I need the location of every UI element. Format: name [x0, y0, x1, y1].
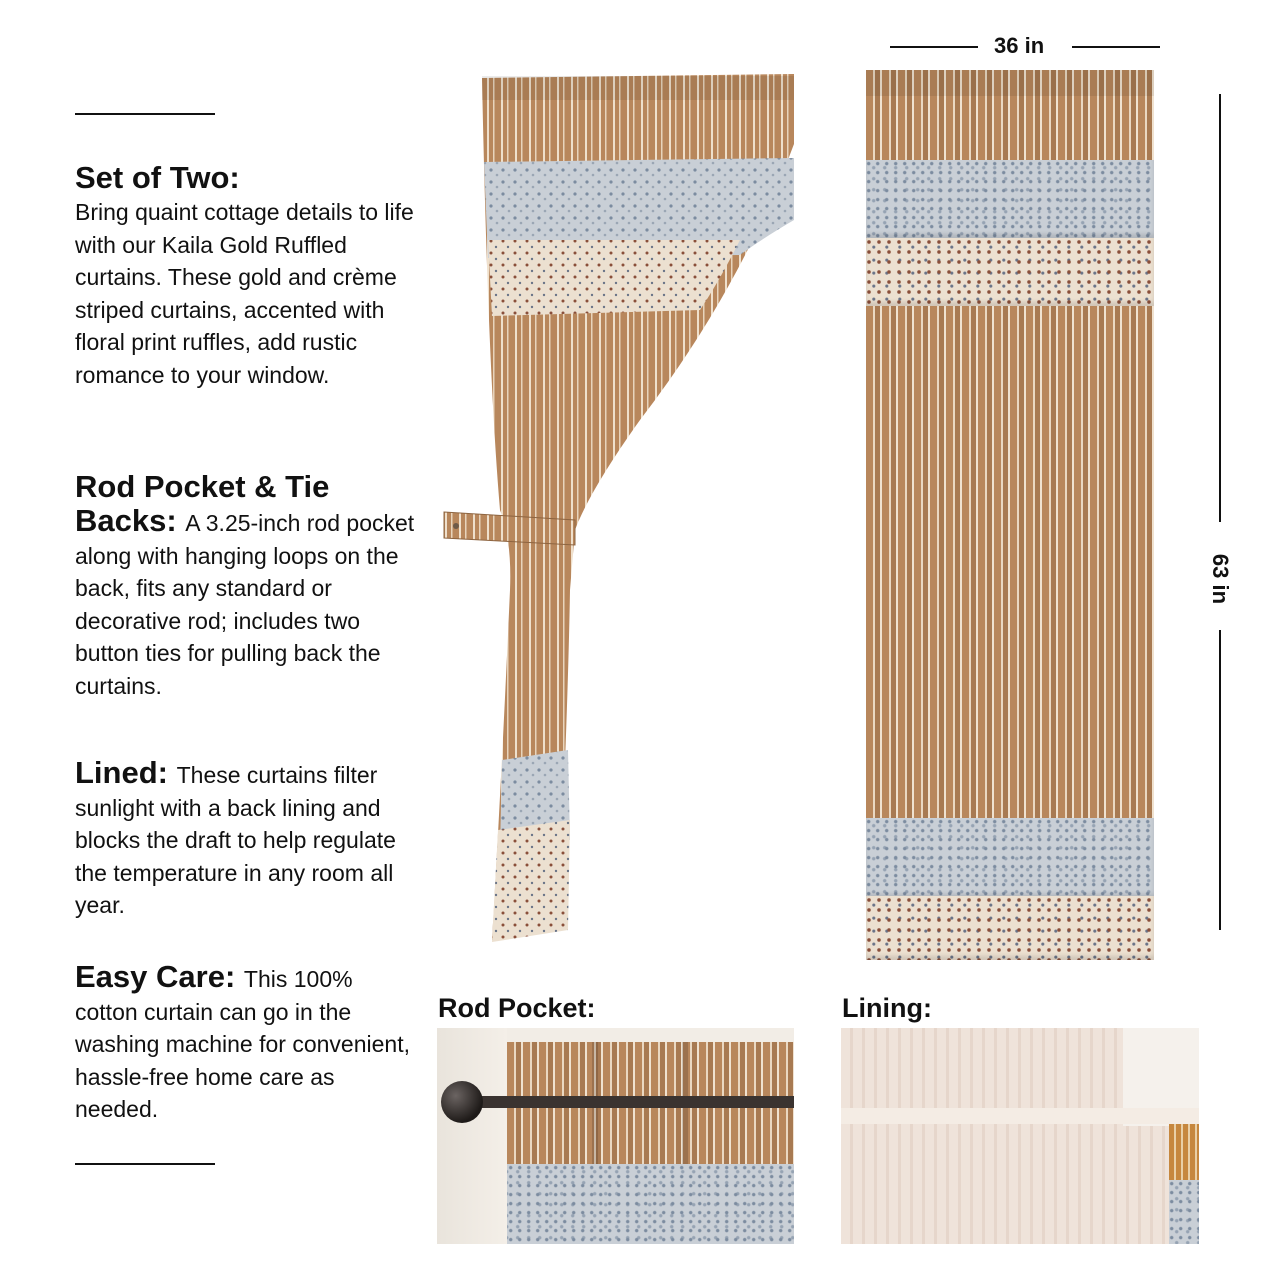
lining-hem — [841, 1108, 1199, 1124]
section-heading: Easy Care: — [75, 959, 244, 994]
section-body: This 100% cotton curtain can go in the washing machine for convenient, hassle-free home care as needed. — [75, 966, 410, 1122]
curtain-rod — [477, 1096, 794, 1108]
section-lined — [75, 757, 415, 922]
lining-stripe-tab — [1169, 1124, 1199, 1180]
ruffle-blue-bottom — [866, 818, 1154, 898]
curtain-tied-back-shape — [440, 70, 800, 950]
width-dimension-line-left — [890, 46, 978, 48]
height-dimension-line-bottom — [1219, 630, 1221, 930]
ruffle-creme-bottom — [866, 896, 1154, 960]
section-heading-continued: Backs: — [75, 503, 186, 538]
bottom-divider — [75, 1163, 215, 1165]
section-easy-care — [75, 961, 415, 1126]
section-rod-pocket — [75, 469, 415, 702]
height-dimension-label: 63 in — [1208, 553, 1233, 605]
curtain-rod-pocket-band — [866, 70, 1154, 96]
lining-detail-image — [841, 1028, 1199, 1244]
rod-pocket-label: Rod Pocket: — [438, 993, 596, 1023]
rod-pocket-shadow — [437, 1028, 507, 1244]
ruffle-blue-top — [866, 160, 1154, 238]
section-body: Bring quaint cottage details to life with our Kaila Gold Ruffled curtains. These gold and crème striped curtains, accented with floral print ruffles, add rustic romance to your window. — [75, 199, 414, 388]
rod-pocket-ruffle — [499, 1164, 794, 1244]
feature-text-column — [75, 0, 415, 1280]
lining-floral-tab — [1169, 1180, 1199, 1244]
section-body: A 3.25-inch rod pocket along with hanging loops on the back, fits any standard or decorative rod; includes two button ties for pulling back the curtains. — [75, 510, 415, 699]
rod-finial-icon — [441, 1081, 483, 1123]
lining-label: Lining: — [842, 993, 932, 1023]
height-dimension-line-top — [1219, 94, 1221, 522]
section-heading: Rod Pocket & Tie — [75, 469, 330, 504]
section-heading: Lined: — [75, 755, 177, 790]
width-dimension-line-right — [1072, 46, 1160, 48]
section-set-of-two — [75, 160, 415, 391]
ruffle-creme-top — [866, 238, 1154, 306]
section-body: These curtains filter sunlight with a back lining and blocks the draft to help regulate the temperature in any room all year. — [75, 762, 396, 918]
section-heading: Set of Two: — [75, 160, 240, 195]
rod-pocket-detail-image — [437, 1028, 794, 1244]
curtain-flat-image — [866, 70, 1154, 960]
width-dimension-label: 36 in — [994, 33, 1045, 58]
curtain-tied-back-image — [440, 70, 800, 950]
